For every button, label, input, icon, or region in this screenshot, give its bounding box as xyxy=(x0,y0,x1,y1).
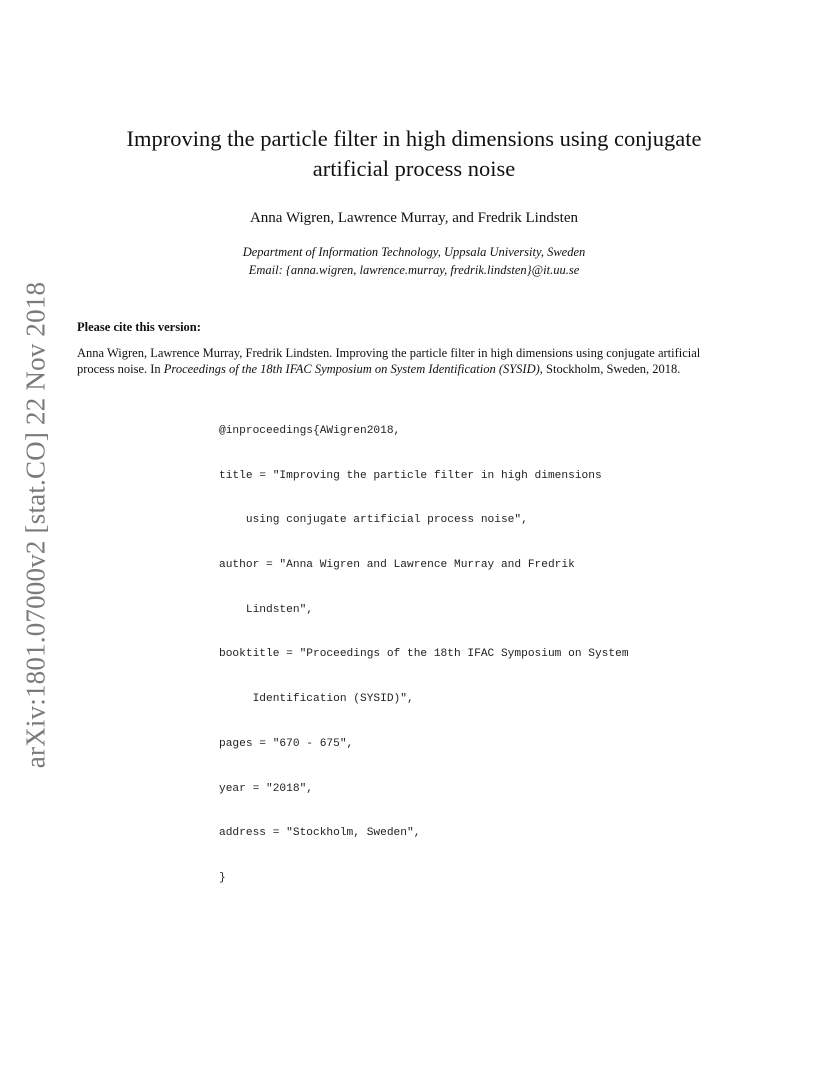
bibtex-line: Lindsten", xyxy=(219,603,313,616)
bibtex-line: Identification (SYSID)", xyxy=(219,693,414,706)
paper-title-line: artificial process noise xyxy=(312,156,516,181)
citation-line xyxy=(77,361,757,377)
affiliation-line: Department of Information Technology, Uppsala University, Sweden xyxy=(242,245,586,259)
bibtex-line: pages = "670 - 675", xyxy=(219,737,354,750)
paper-title-line: Improving the particle filter in high dimensions using conjugate xyxy=(126,126,702,151)
citation-prefix: process noise. In xyxy=(77,362,164,376)
bibtex-line: title = "Improving the particle filter in high dimensions xyxy=(219,469,602,482)
citation-suffix: , Stockholm, Sweden, 2018. xyxy=(539,362,681,376)
bibtex-line: author = "Anna Wigren and Lawrence Murray and Fredrik xyxy=(219,558,575,571)
bibtex-line: year = "2018", xyxy=(219,782,313,795)
bibtex-line: booktitle = "Proceedings of the 18th IFAC Symposium on System xyxy=(219,648,629,661)
cite-heading: Please cite this version: xyxy=(77,320,201,334)
citation-text xyxy=(77,345,757,377)
bibtex-line: } xyxy=(219,872,226,884)
citation-venue: Proceedings of the 18th IFAC Symposium on System Identification (SYSID) xyxy=(163,362,540,376)
bibtex-line: using conjugate artificial process noise", xyxy=(219,514,528,527)
bibtex-entry xyxy=(219,394,629,901)
paper-title xyxy=(0,124,828,184)
email-line: Email: {anna.wigren, lawrence.murray, fredrik.lindsten}@it.uu.se xyxy=(248,263,580,277)
citation-line: Anna Wigren, Lawrence Murray, Fredrik Lindsten. Improving the particle filter in high dimensions using conjugate artificial xyxy=(77,346,701,360)
bibtex-line: @inproceedings{AWigren2018, xyxy=(219,424,401,437)
arxiv-identifier-stamp: arXiv:1801.07000v2 [stat.CO] 22 Nov 2018 xyxy=(20,281,51,769)
paper-affiliation xyxy=(0,243,828,279)
bibtex-line: address = "Stockholm, Sweden", xyxy=(219,827,421,840)
paper-authors: Anna Wigren, Lawrence Murray, and Fredrik Lindsten xyxy=(249,210,579,226)
